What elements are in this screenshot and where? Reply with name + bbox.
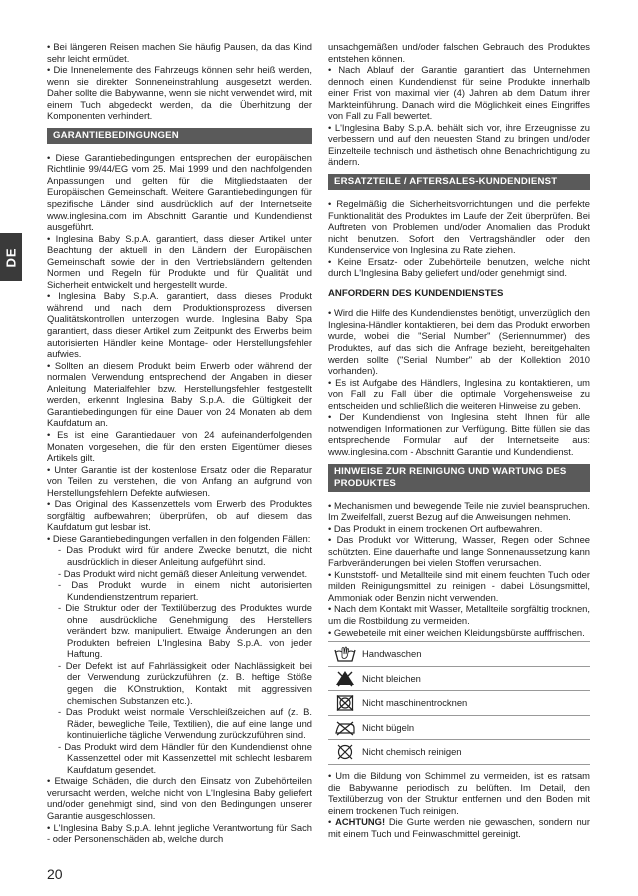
paragraph: • Es ist eine Garantiedauer von 24 aufeinanderfolgenden Monaten vorgesehen, die für den ersten Eigentümer dieses Artikels gilt. [47,428,312,464]
care-label: Handwaschen [362,648,422,660]
paragraph: • Etwaige Schäden, die durch den Einsatz von Zubehörteilen verursacht werden, welche nicht von L'Inglesina Baby geliefert und/oder genehmigt sind, sind von den Bedingungen unserer Garantie ausgeschlossen. [47,775,312,821]
care-row [328,690,590,715]
paragraph: • Es ist Aufgabe des Händlers, Inglesina zu kontaktieren, um von Fall zu Fall über die optimale Vorgehensweise zu entscheiden und schließlich die weiteren Hinweise zu geben. [328,376,590,411]
no-dry-clean-icon [328,743,362,761]
paragraph: • Bei längeren Reisen machen Sie häufig Pausen, da das Kind sehr leicht ermüdet. [47,41,312,64]
list-item: - Das Produkt wurde in einem nicht autorisierten Kundendienstzentrum repariert. [58,579,312,602]
care-row [328,715,590,740]
paragraph: • L'Inglesina Baby S.p.A. behält sich vor, ihre Erzeugnisse zu verbessern und auf den neuesten Stand zu bringen und/oder Einzelteile technisch und ästhetisch ohne Benachrichtigung zu ändern. [328,121,590,168]
list-item: - Das Produkt wird dem Händler für den Kundendienst ohne Kassenzettel oder mit Kassenzettel mit schlecht lesbarem Kaufdatum gesendet. [58,740,312,775]
list-item: - Das Produkt wird für andere Zwecke benutzt, die nicht ausdrücklich in dieser Anleitung aufgeführt sind. [58,544,312,567]
paragraph: • Das Original des Kassenzettels vom Erwerb des Produktes sorgfältig aufbewahren; überprüfen, ob auf diesem das Kaufdatum gut lesbar ist. [47,498,312,533]
paragraph: • Nach dem Kontakt mit Wasser, Metallteile sorgfältig trocknen, um die Rostbildung zu vermeiden. [328,603,590,626]
paragraph: unsachgemäßen und/oder falschen Gebrauch des Produktes entstehen können. [328,41,590,64]
care-row [328,666,590,691]
paragraph: • L'Inglesina Baby S.p.A. lehnt jegliche Verantwortung für Sach - oder Personenschäden ab, welche durch [47,821,312,845]
language-tab-label: DE [3,246,19,268]
no-iron-icon [328,719,362,737]
list-item: - Die Struktur oder der Textilüberzug des Produktes wurde ohne ausdrückliche Genehmigung des Herstellers verändert bzw. manipuliert. Etwaige Änderungen an den Produkten befreien L'Inglesina Baby S.p.A. von jeder Haftung. [58,602,312,660]
language-tab [0,233,22,281]
paragraph-warning [328,816,590,839]
paragraph: • Sollten an diesem Produkt beim Erwerb oder während der normalen Verwendung entsprechend der Angaben in dieser Anleitung Materialfehler bzw. Herstellungsfehler festgestellt werden, erkennt Inglesina Baby S.p.A. die Gültigkeit der Garantiebedingungen für eine Dauer von 24 Monaten ab dem Kaufdatum an. [47,359,312,429]
warning-label: ACHTUNG! [335,816,386,828]
section-heading-warranty: GARANTIEBEDINGUNGEN [47,128,312,144]
section-heading-spare-parts: ERSATZTEILE / AFTERSALES-KUNDENDIENST [328,174,590,190]
list-item: - Das Produkt weist normale Verschleißzeichen auf (z. B. Räder, bewegliche Teile, Textilien), die auf eine lange und kontinuierliche tägliche Verwendung zurückzuführen sind. [58,706,312,741]
paragraph: • Der Kundendienst von Inglesina steht Ihnen für alle notwendigen Informationen zur Verfügung. Bitte füllen sie das entsprechende Formular auf der Internetseite aus: www.inglesina.com - Abschnitt Garantie und Kundendienst. [328,411,590,457]
list-item: - Der Defekt ist auf Fahrlässigkeit oder Nachlässigkeit bei der Verwendung zurückzuführen (z. B. heftige Stöße gegen die KOnstruktion, Kontakt mit aggressiven chemischen Substanzen etc.). [58,659,312,706]
warranty-exclusion-list [47,544,312,775]
page-number: 20 [47,866,63,882]
paragraph: • Das Produkt vor Witterung, Wasser, Regen oder Schnee schützten. Eine dauerhafte und lange Sonnenaussetzung kann Farbveränderungen bei vielen Stoffen verursachen. [328,534,590,569]
no-tumble-dry-icon [328,694,362,712]
paragraph: • Die Innenelemente des Fahrzeugs können sehr heiß werden, wenn sie direkter Sonneneinstrahlung ausgesetzt werden. Daher sollte die Babywanne, wenn sie nicht verwendet wird, mit einem Tuch abgedeckt werden, da die Überhitzung der Komponenten verhindert. [47,64,312,122]
care-label: Nicht bleichen [362,672,421,684]
care-symbols-table [328,641,590,765]
paragraph: • Nach Ablauf der Garantie garantiert das Unternehmen dennoch einen Kundendienst für seine Produkte innerhalb einer Frist von maximal vier (4) Jahren ab dem Datum ihrer Markteinführung. Danach wird die Möglichkeit eines Eingriffes von Fall zu Fall bewertet. [328,64,590,122]
paragraph: • Keine Ersatz- oder Zubehörteile benutzen, welche nicht durch L'Inglesina Baby geliefert und/oder genehmigt sind. [328,255,590,279]
paragraph: • Wird die Hilfe des Kundendienstes benötigt, unverzüglich den Inglesina-Händler kontaktieren, bei dem das Produkt erworben wurde, wobei die "Serial Number" (Seriennummer) des Produktes, auf das sich die Anfrage bezieht, bereitgehalten werden sollte ("Serial Number" ab der Kollektion 2010 vorhanden). [328,307,590,377]
paragraph: • Inglesina Baby S.p.A. garantiert, dass dieses Produkt während und nach dem Produktionsprozess diversen Qualitätskontrollen unterzogen wurde. Inglesina Baby Spa garantiert, dass dieser Artikel zum Zeitpunkt des Erwerbs beim autorisierten Händler keine Montage- oder Herstellungsfehler aufwies. [47,290,312,360]
paragraph: • Regelmäßig die Sicherheitsvorrichtungen und die perfekte Funktionalität des Produktes im Laufe der Zeit überprüfen. Bei Auftreten von Problemen und/oder Anomalien das Produkt nicht benutzen. Sofort den Vertragshändler oder den Kundenservice von Inglesina zu Rate ziehen. [328,198,590,256]
paragraph: • Kunststoff- und Metallteile sind mit einem feuchten Tuch oder milden Reinigungsmittel zu reinigen - dabei Lösungsmittel, Ammoniak oder Benzin nicht verwenden. [328,568,590,603]
section-heading-care: HINWEISE ZUR REINIGUNG UND WARTUNG DES PRODUKTES [328,464,590,492]
paragraph: • Das Produkt in einem trockenen Ort aufbewahren. [328,522,543,534]
care-label: Nicht chemisch reinigen [362,746,462,758]
paragraph: • Unter Garantie ist der kostenlose Ersatz oder die Reparatur von Teilen zu verstehen, die von Anfang an aufgrund von Herstellungsfehlern Defekte aufwiesen. [47,463,312,498]
paragraph: • Diese Garantiebedingungen entsprechen der europäischen Richtlinie 99/44/EG vom 25. Mai 1999 und den nachfolgenden Anpassungen und gelten für die Mitgliedstaaten der Europäischen Gemeinschaft. Weitere Garantiebedingungen für spezifische Länder sind ausdrücklich auf der Internetseite www.inglesina.com im Abschnitt Garantie und Kundendienst ausgeführt. [47,151,312,233]
bullet: • [328,816,336,828]
care-row [328,641,590,666]
paragraph: • Mechanismen und bewegende Teile nie zuviel beanspruchen. Im Zweifelfall, zuerst Bezug auf die Anweisungen nehmen. [328,499,590,523]
paragraph: • Diese Garantiebedingungen verfallen in den folgenden Fällen: [47,532,311,544]
left-column [47,41,312,845]
paragraph: • Um die Bildung von Schimmel zu vermeiden, ist es ratsam die Babywanne periodisch zu belüften. Im Detail, den Textilüberzug von der Struktur entfernen und den Boden mit einem trockenen Tuch reinigen. [328,770,590,816]
care-row [328,739,590,765]
handwash-icon [328,645,362,663]
subheading-request-service: ANFORDERN DES KUNDENDIENSTES [328,287,504,299]
right-column [328,41,590,839]
no-bleach-icon [328,669,362,687]
warning-text: Die Gurte werden nie gewaschen, sondern nur mit einem Tuch und Feinwaschmittel gereinigt. [328,816,590,839]
care-label: Nicht maschinentrocknen [362,697,468,709]
list-item: - Das Produkt wird nicht gemäß dieser Anleitung verwendet. [58,567,308,579]
paragraph: • Gewebeteile mit einer weichen Kleidungsbürste aufffrischen. [328,626,585,638]
paragraph: • Inglesina Baby S.p.A. garantiert, dass dieser Artikel unter Beachtung der aktuell in den Ländern der Europäischen Gemeinschaft sowie der in den Vertriebsländern geltenden Normen und Regeln für Produkte und für Qualität und Sicherheit entwickelt und hergestellt wurde. [47,232,312,290]
care-label: Nicht bügeln [362,721,415,733]
